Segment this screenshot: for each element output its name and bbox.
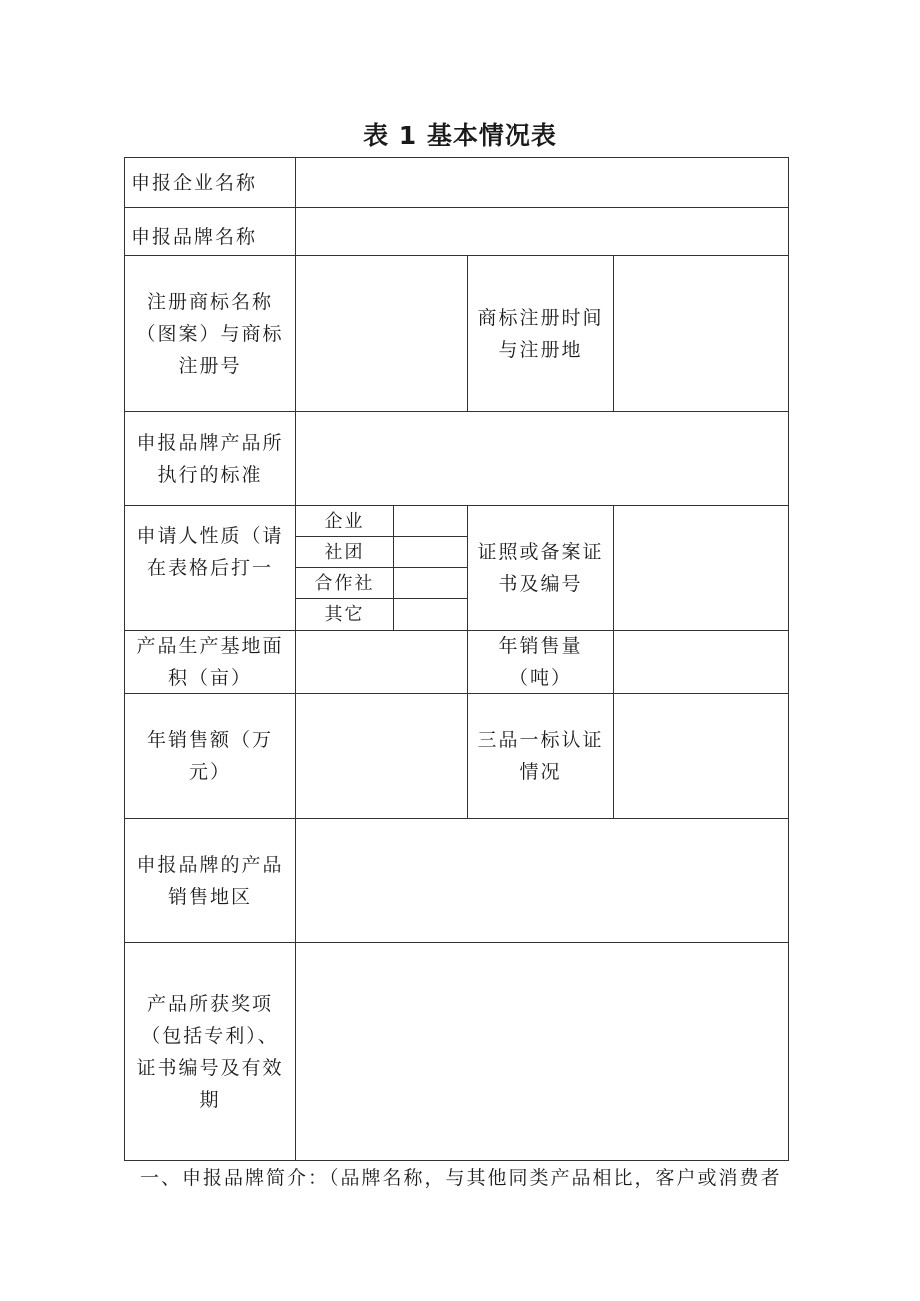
brand-name-field[interactable] — [295, 207, 789, 256]
brand-intro-text: 一、申报品牌简介：（品牌名称，与其他同类产品相比，客户或消费者 — [140, 1167, 782, 1189]
annual-amount-label: 年销售额（万元） — [124, 693, 296, 819]
annual-volume-field[interactable] — [613, 630, 789, 694]
trademark-time-field[interactable] — [613, 255, 789, 412]
trademark-time-label: 商标注册时间与注册地 — [467, 255, 614, 412]
annual-amount-field[interactable] — [295, 693, 468, 819]
company-name-label: 申报企业名称 — [124, 157, 296, 208]
table-title: 表 1 基本情况表 — [363, 121, 557, 150]
sales-region-label: 申报品牌的产品销售地区 — [124, 818, 296, 943]
option-cooperative-checkbox[interactable] — [393, 567, 468, 599]
sales-region-field[interactable] — [295, 818, 789, 943]
awards-label: 产品所获奖项（包括专利）、证书编号及有效期 — [124, 942, 296, 1161]
option-other-label: 其它 — [295, 598, 394, 631]
standard-field[interactable] — [295, 411, 789, 506]
certification-label: 三品一标认证情况 — [467, 693, 614, 819]
option-company-checkbox[interactable] — [393, 505, 468, 537]
standard-label: 申报品牌产品所执行的标准 — [124, 411, 296, 506]
option-association-label: 社团 — [295, 536, 394, 568]
company-name-field[interactable] — [295, 157, 789, 208]
certification-field[interactable] — [613, 693, 789, 819]
base-area-label: 产品生产基地面积（亩） — [124, 630, 296, 694]
option-company-label: 企业 — [295, 505, 394, 537]
trademark-label: 注册商标名称（图案）与商标注册号 — [124, 255, 296, 412]
base-area-field[interactable] — [295, 630, 468, 694]
trademark-field[interactable] — [295, 255, 468, 412]
license-label: 证照或备案证书及编号 — [467, 505, 614, 631]
option-association-checkbox[interactable] — [393, 536, 468, 568]
awards-field[interactable] — [295, 942, 789, 1161]
option-cooperative-label: 合作社 — [295, 567, 394, 599]
brand-name-label: 申报品牌名称 — [124, 207, 296, 256]
option-other-checkbox[interactable] — [393, 598, 468, 631]
applicant-nature-label: 申请人性质（请在表格后打一 — [124, 505, 296, 631]
annual-volume-label: 年销售量（吨） — [467, 630, 614, 694]
license-field[interactable] — [613, 505, 789, 631]
